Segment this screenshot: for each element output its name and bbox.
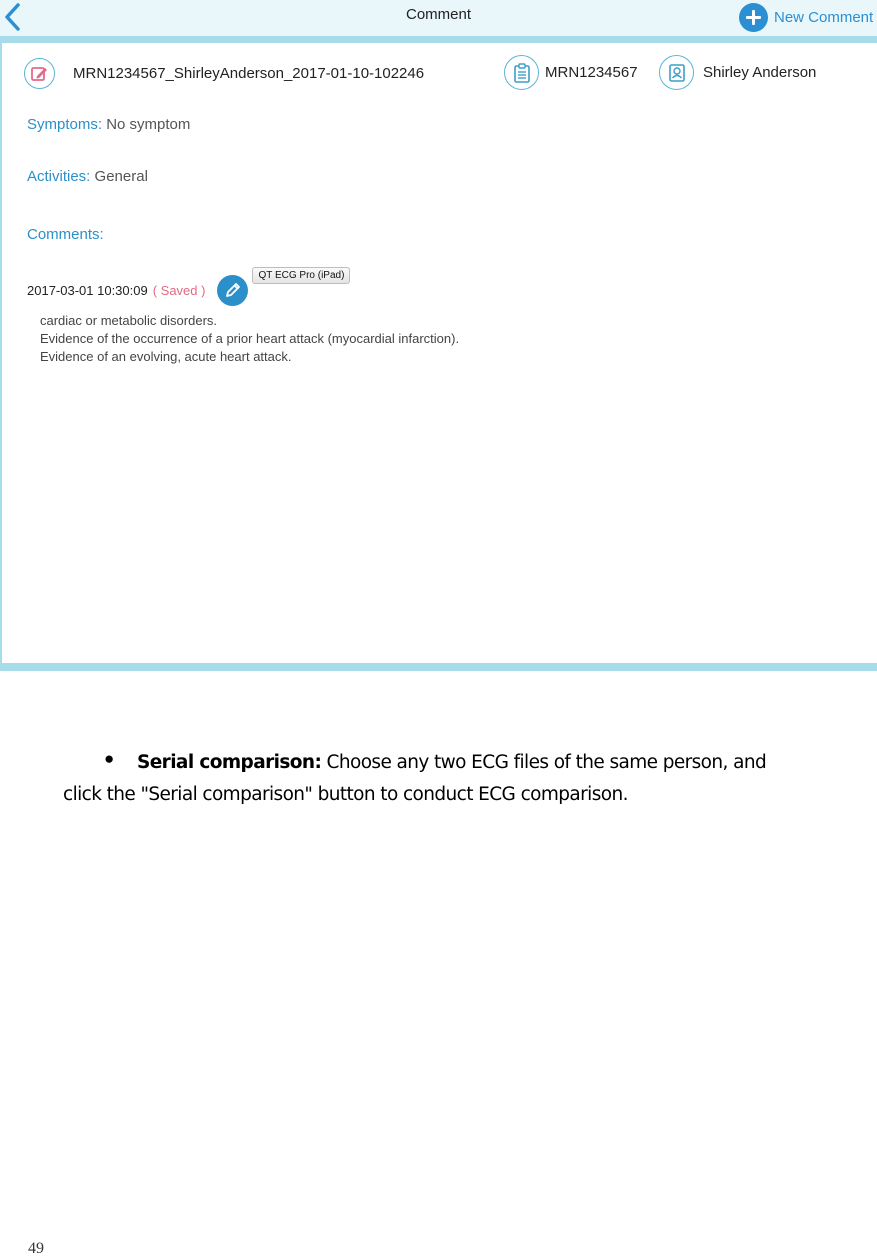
new-comment-label: New Comment — [774, 8, 874, 26]
page-title: Comment — [405, 6, 472, 23]
bullet-marker: ● — [104, 749, 115, 768]
bottom-divider — [0, 663, 877, 671]
paragraph-first-line — [63, 747, 863, 779]
paragraph-first-line-text: Choose any two ECG files of the same person, and — [321, 752, 767, 773]
comment-line: cardiac or metabolic disorders. — [40, 313, 218, 328]
file-info-row — [24, 57, 424, 89]
edit-comment-button[interactable] — [217, 275, 248, 306]
comment-line: Evidence of the occurrence of a prior heart attack (myocardial infarction). — [40, 331, 460, 346]
mrn-group — [504, 55, 638, 90]
ecg-file-name: MRN1234567_ShirleyAnderson_2017-01-10-102246 — [73, 64, 425, 82]
comment-timestamp: 2017-03-01 10:30:09 — [27, 282, 148, 298]
navigation-bar — [0, 0, 877, 36]
page-number: 49 — [28, 1240, 44, 1257]
serial-comparison-paragraph — [63, 747, 863, 811]
pencil-icon — [224, 281, 242, 299]
mrn-label: MRN1234567 — [545, 64, 638, 81]
source-device-badge: QT ECG Pro (iPad) — [252, 267, 350, 284]
patient-group — [659, 55, 816, 90]
comment-body — [40, 312, 459, 366]
symptoms-label: Symptoms: — [27, 116, 103, 133]
symptoms-value: No symptom — [106, 116, 191, 133]
clipboard-icon — [504, 55, 539, 90]
activities-field — [27, 168, 148, 185]
new-comment-button[interactable] — [739, 2, 873, 32]
paragraph-second-line: click the "Serial comparison" button to conduct ECG comparison. — [63, 784, 628, 805]
comment-meta — [27, 270, 350, 307]
navbar-divider — [0, 36, 877, 43]
patient-name: Shirley Anderson — [703, 64, 817, 81]
comment-content-panel — [0, 43, 877, 663]
comment-status: ( Saved ) — [152, 282, 206, 298]
activities-value: General — [94, 168, 148, 185]
symptoms-field — [27, 116, 190, 133]
activities-label: Activities: — [27, 168, 91, 185]
plus-icon — [739, 3, 768, 32]
patient-id-icon — [659, 55, 694, 90]
edit-record-icon — [24, 58, 55, 89]
serial-comparison-term: Serial comparison: — [137, 752, 322, 773]
comments-heading: Comments: — [27, 226, 104, 243]
comment-line: Evidence of an evolving, acute heart attack. — [40, 349, 292, 364]
